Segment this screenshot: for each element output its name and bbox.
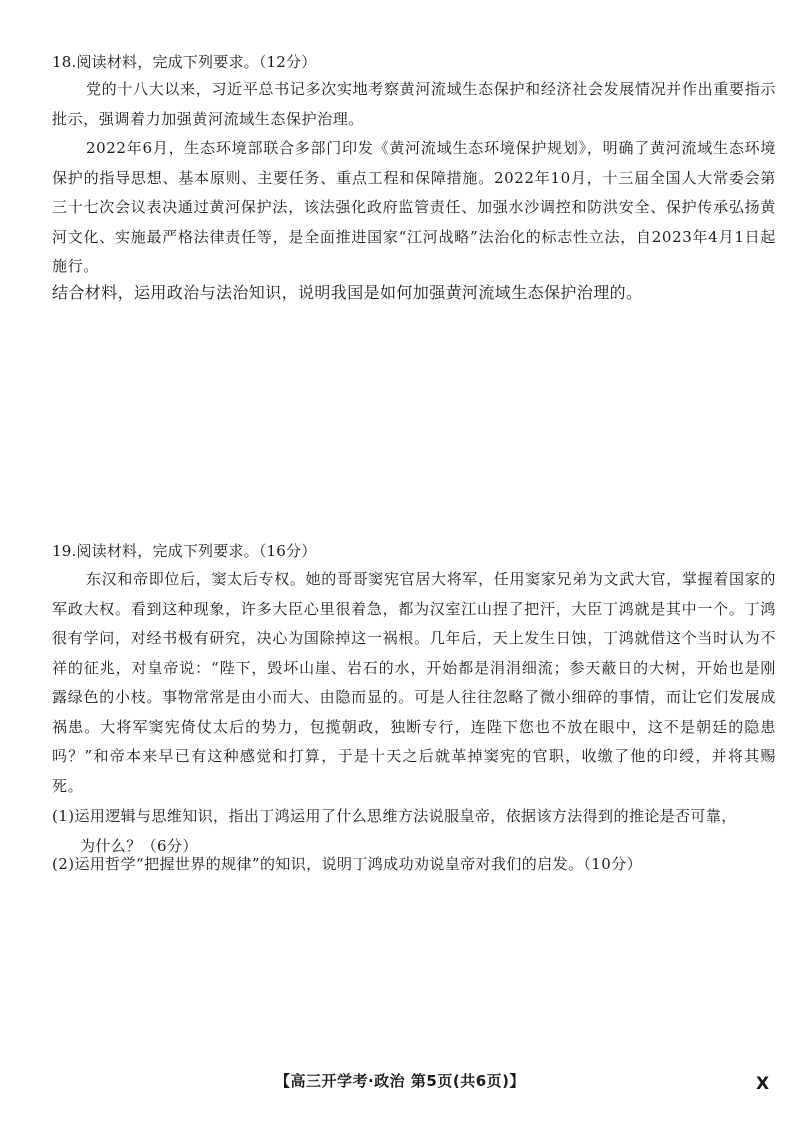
question-18-paragraph-1: 党的十八大以来，习近平总书记多次实地考察黄河流域生态保护和经济社会发展情况并作出重要指示批示，强调着力加强黄河流域生态保护治理。 <box>52 80 776 128</box>
question-18-title: 18.阅读材料，完成下列要求。（12分） <box>52 53 317 71</box>
question-18-task: 结合材料，运用政治与法治知识，说明我国是如何加强黄河流域生态保护治理的。 <box>52 283 643 302</box>
question-19-title: 19.阅读材料，完成下列要求。（16分） <box>52 542 317 560</box>
question-19-paragraph: 东汉和帝即位后，窦太后专权。她的哥哥窦宪官居大将军，任用窦家兄弟为文武大官，掌握着国家的军政大权。看到这种现象，许多大臣心里很着急，都为汉室江山捏了把汗，大臣丁鸿就是其中一个。丁鸿很有学问，对经书极有研究，决心为国除掉这一祸根。几年后，天上发生日蚀，丁鸿就借这个当时认为不祥的征兆，对皇帝说：“陛下，毁坏山崖、岩石的水，开始都是涓涓细流；参天蔽日的大树，开始也是刚露绿色的小枝。事物常常是由小而大、由隐而显的。可是人往往忽略了微小细碎的事情，而让它们发展成祸患。大将军窦宪倚仗太后的势力，包揽朝政，独断专行，连陛下您也不放在眼中，这不是朝廷的隐患吗？”和帝本来早已有这种感觉和打算，于是十天之后就革掉窦宪的官职，收缴了他的印绶，并将其赐死。 <box>52 570 776 795</box>
subquestion-1-line-1: (1)运用逻辑与思维知识，指出丁鸿运用了什么思维方法说服皇帝，依据该方法得到的推论是否可靠， <box>52 807 737 825</box>
question-18-paragraph-2: 2022年6月，生态环境部联合多部门印发《黄河流域生态环境保护规划》，明确了黄河流域生态环境保护的指导思想、基本原则、主要任务、重点工程和保障措施。2022年10月，十三届全国人大常委会第三十七次会议表决通过黄河保护法，该法强化政府监管责任、加强水沙调控和防洪安全、保护传承弘扬黄河文化、实施最严格法律责任等，是全面推进国家“江河战略”法治化的标志性立法，自2023年4月1日起施行。 <box>52 139 776 275</box>
corner-mark: X <box>756 1074 770 1094</box>
subquestion-1-line-2: 为什么？（6分） <box>80 836 198 855</box>
question-19-subquestion-2: (2)运用哲学“把握世界的规律”的知识，说明丁鸿成功劝说皇帝对我们的启发。（10分） <box>52 855 642 873</box>
page-footer: 【高三开学考·政治 第5页(共6页)】 <box>274 1072 525 1090</box>
